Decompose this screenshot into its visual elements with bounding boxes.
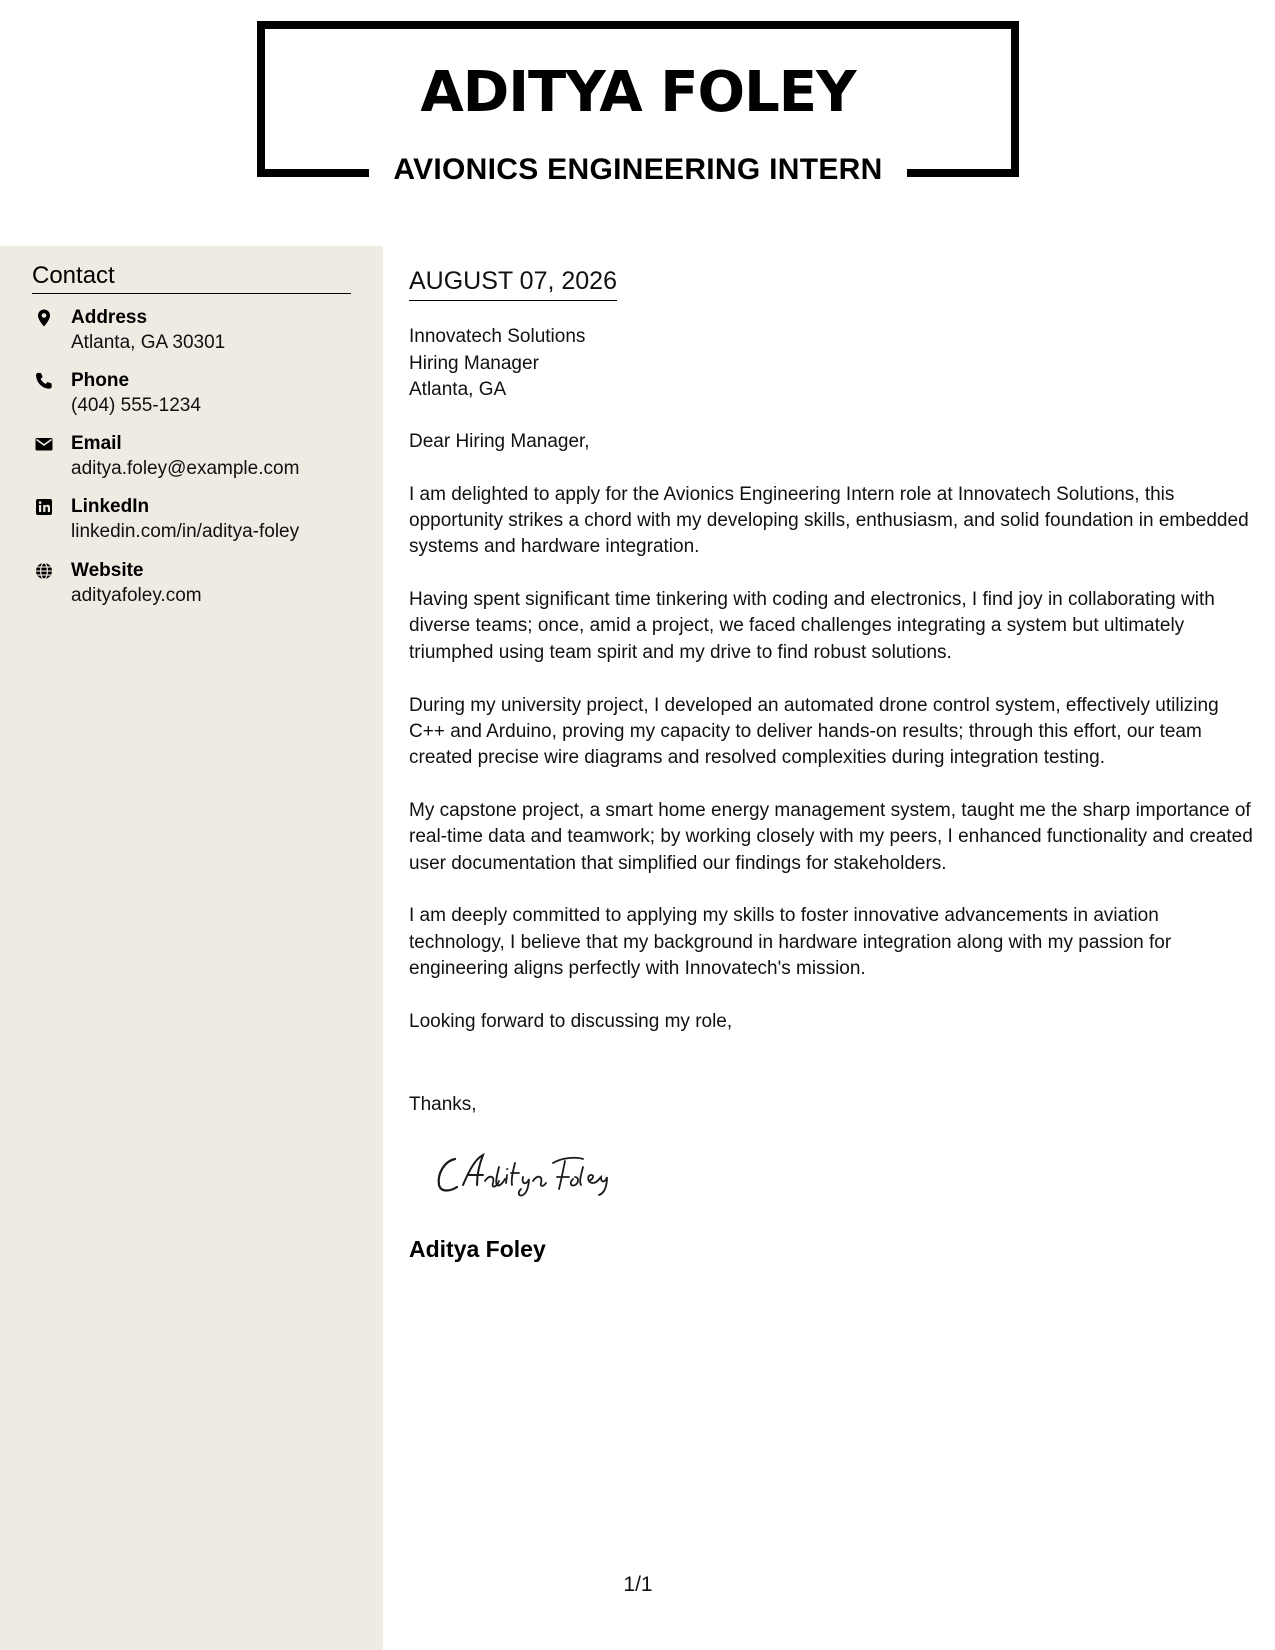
phone-icon [34, 371, 56, 393]
recipient-title: Hiring Manager [409, 352, 539, 374]
paragraph: Having spent significant time tinkering with coding and electronics, I find joy in collaborating with diverse teams; once, amid a project, we faced challenges integrating a system but ultimately triumphed using team spirit and my drive to find robust solutions. [409, 589, 1215, 663]
recipient-block [409, 324, 585, 404]
contact-label: Phone [71, 370, 130, 391]
contact-value: Atlanta, GA 30301 [71, 332, 226, 353]
paragraph: My capstone project, a smart home energy management system, taught me the sharp importance of real-time data and teamwork; by working closely with my peers, I enhanced functionality and created user documentation that simplified our findings for stakeholders. [409, 799, 1253, 874]
globe-icon [34, 561, 56, 583]
letter-date: AUGUST 07, 2026 [409, 266, 617, 301]
contact-label: Address [71, 307, 148, 328]
salutation: Dear Hiring Manager, [409, 431, 590, 452]
letter-body [409, 429, 1254, 1062]
recipient-company: Innovatech Solutions [409, 326, 586, 347]
contact-label: LinkedIn [71, 496, 150, 517]
contact-value: (404) 555-1234 [71, 395, 201, 416]
paragraph: During my university project, I developed an automated drone control system, effectively utilizing C++ and Arduino, proving my capacity to deliver hands-on results; through this effort, our team created precise wire diagrams and resolved complexities during integration testing. [409, 694, 1219, 769]
contact-label: Website [71, 560, 144, 581]
contact-value: aditya.foley@example.com [71, 458, 300, 479]
applicant-name: ADITYA FOLEY [420, 60, 856, 125]
paragraph: I am delighted to apply for the Avionics Engineering Intern role at Innovatech Solutions, this opportunity strikes a chord with my developing skills, enthusiasm, and solid foundation in embedded systems and hardware integration. [409, 483, 1249, 558]
paragraph: Looking forward to discussing my role, [409, 1010, 733, 1032]
page-number: 1/1 [623, 1573, 653, 1596]
contact-value: adityafoley.com [71, 585, 202, 606]
job-title: AVIONICS ENGINEERING INTERN [369, 150, 907, 190]
envelope-icon [34, 434, 56, 456]
linkedin-icon [34, 497, 56, 519]
closing: Thanks, [409, 1094, 477, 1115]
recipient-location: Atlanta, GA [409, 379, 507, 400]
contact-label: Email [71, 433, 122, 454]
paragraph: I am deeply committed to applying my skills to foster innovative advancements in aviation technology, I believe that my background in hardware integration along with my passion for engineering aligns perfectly with Innovatech's mission. [409, 905, 1172, 979]
location-pin-icon [34, 308, 56, 330]
handwritten-signature [433, 1145, 653, 1205]
contact-heading: Contact [32, 262, 351, 294]
signer-name: Aditya Foley [409, 1236, 546, 1262]
contact-value: linkedin.com/in/aditya-foley [71, 521, 300, 542]
